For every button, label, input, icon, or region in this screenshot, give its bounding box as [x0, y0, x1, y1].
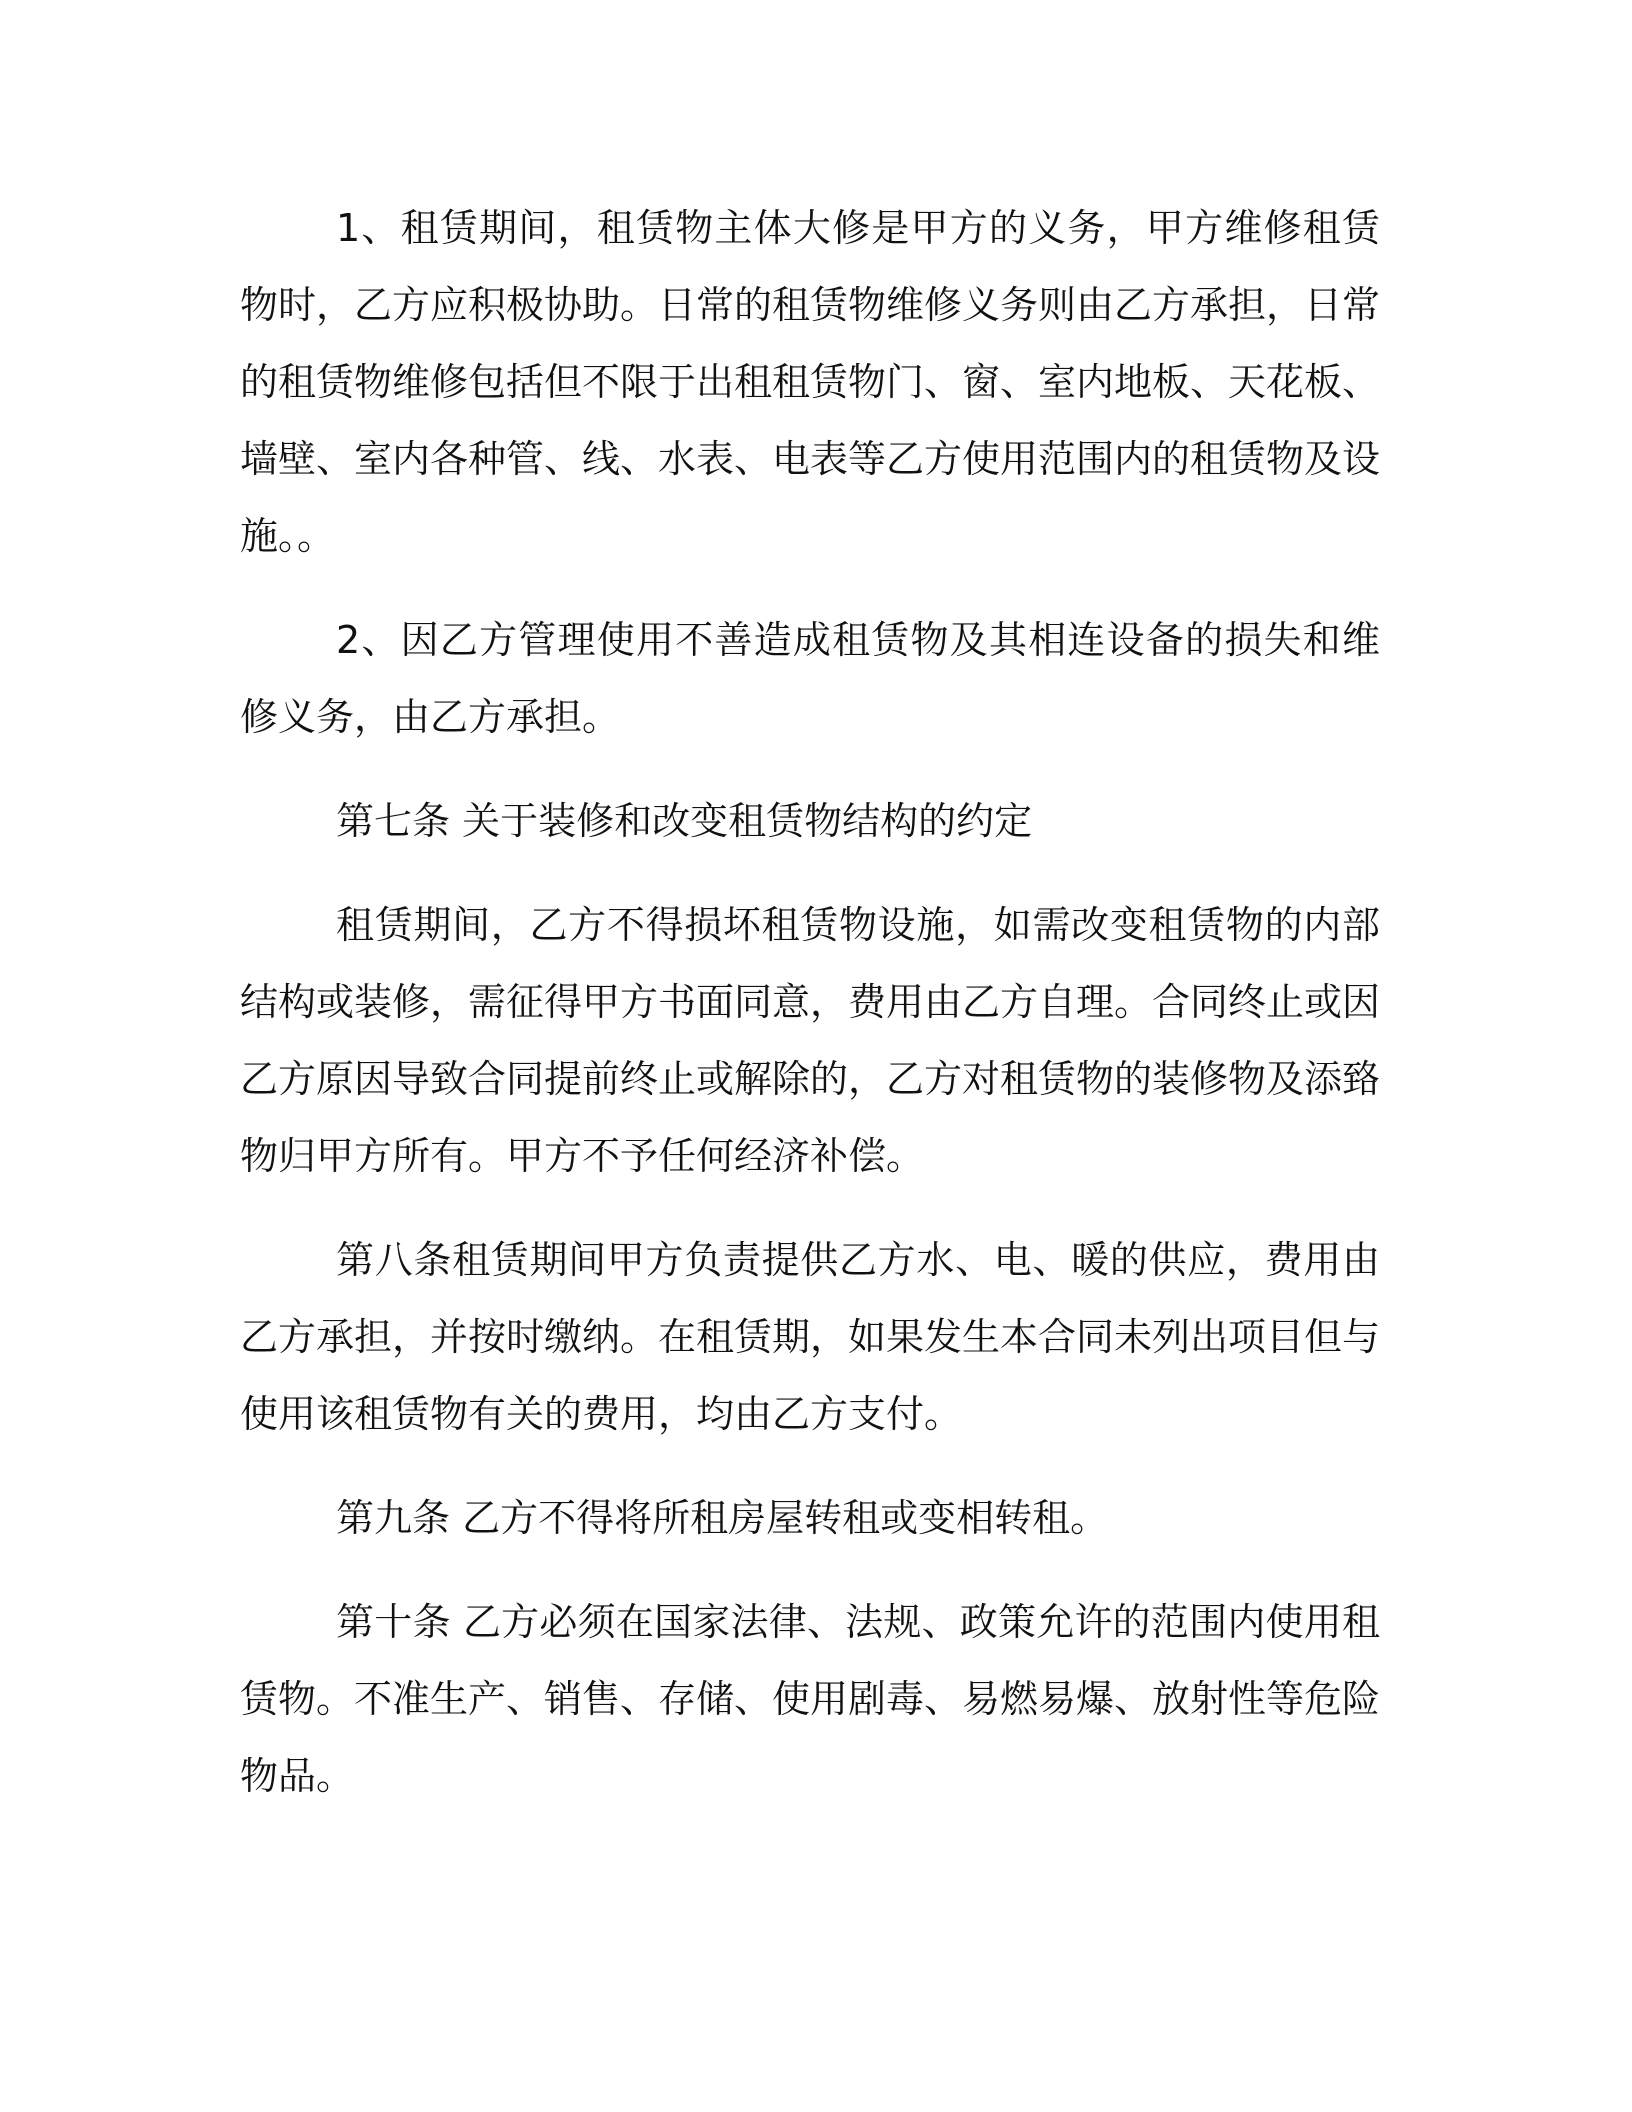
article-7-heading: 第七条 关于装修和改变租赁物结构的约定 [336, 799, 1033, 843]
document-body [240, 190, 1380, 1815]
article-9: 第九条 乙方不得将所租房屋转租或变相转租。 [336, 1496, 1109, 1540]
clause-repair-obligation: 1、租赁期间，租赁物主体大修是甲方的义务，甲方维修租赁物时，乙方应积极协助。日常的租赁物维修义务则由乙方承担，日常的租赁物维修包括但不限于出租租赁物门、窗、室内地板、天花板、墙壁、室内各种管、线、水表、电表等乙方使用范围内的租赁物及设施。。 [240, 206, 1381, 558]
article-7-body: 租赁期间，乙方不得损坏租赁物设施，如需改变租赁物的内部结构或装修，需征得甲方书面同意，费用由乙方自理。合同终止或因乙方原因导致合同提前终止或解除的，乙方对租赁物的装修物及添臵物归甲方所有。甲方不予任何经济补偿。 [240, 903, 1381, 1178]
clause-damage-liability: 2、因乙方管理使用不善造成租赁物及其相连设备的损失和维修义务，由乙方承担。 [240, 618, 1380, 739]
article-10: 第十条 乙方必须在国家法律、法规、政策允许的范围内使用租赁物。不准生产、销售、存储、使用剧毒、易燃易爆、放射性等危险物品。 [240, 1600, 1381, 1798]
article-8: 第八条租赁期间甲方负责提供乙方水、电、暖的供应，费用由乙方承担，并按时缴纳。在租赁期，如果发生本合同未列出项目但与使用该租赁物有关的费用，均由乙方支付。 [240, 1238, 1381, 1436]
